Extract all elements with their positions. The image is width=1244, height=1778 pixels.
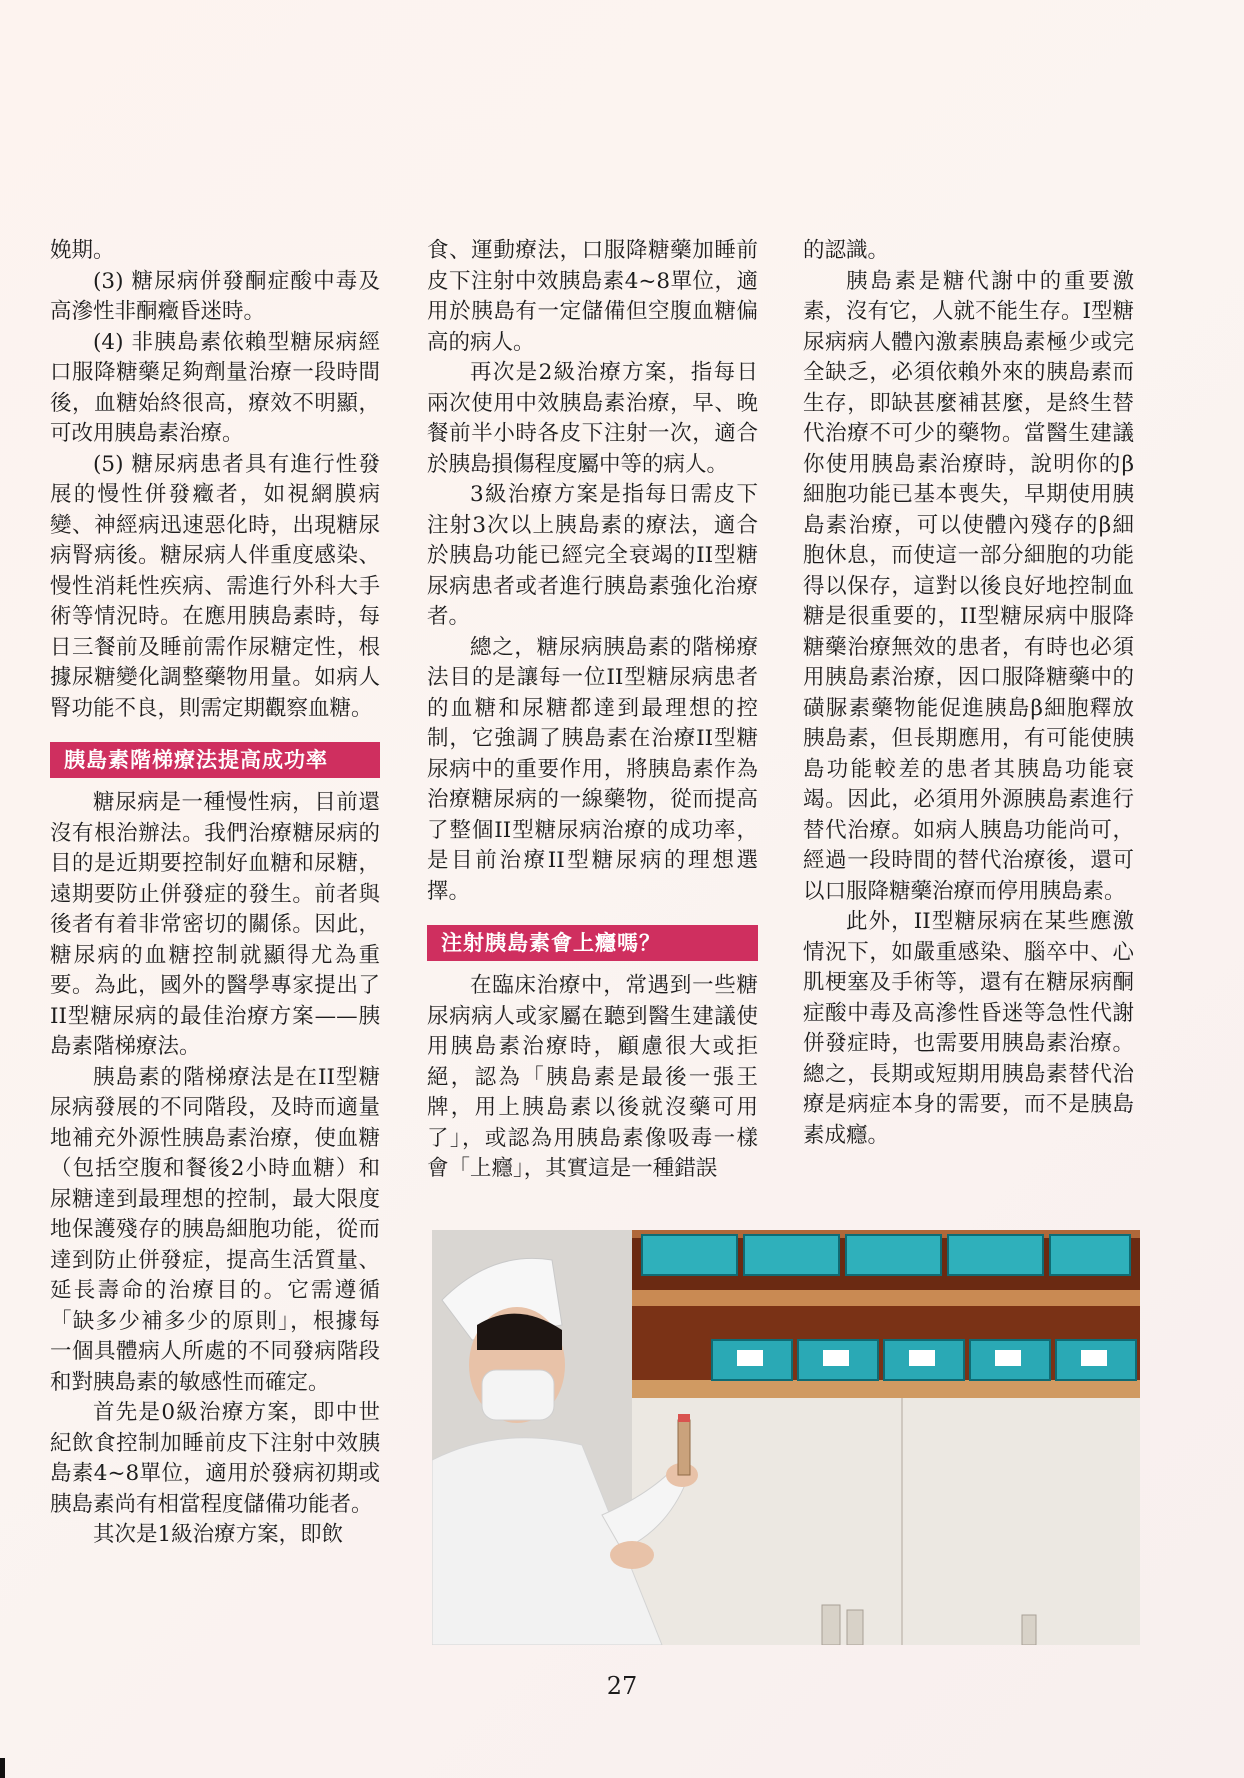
paragraph: 其次是1級治療方案，即飲 bbox=[93, 1522, 344, 1547]
article-column-2 bbox=[427, 236, 758, 1185]
article-column-3 bbox=[803, 236, 1134, 1151]
paragraph: 此外，II型糖尿病在某些應激情況下，如嚴重感染、腦卒中、心肌梗塞及手術等，還有在糖尿病酮症酸中毒及高滲性昏迷等急性代謝併發症時，也需要用胰島素治療。總之，長期或短期用胰島素替代治療是病症本身的需要，而不是胰島素成癮。 bbox=[803, 909, 1134, 1148]
paragraph: (3) 糖尿病併發酮症酸中毒及高滲性非酮癥昏迷時。 bbox=[50, 268, 380, 324]
paragraph: 娩期。 bbox=[50, 238, 115, 263]
nurse-photo bbox=[432, 1230, 1140, 1645]
section-heading: 注射胰島素會上癮嗎？ bbox=[427, 925, 758, 961]
paragraph: 胰島素是糖代謝中的重要激素，沒有它，人就不能生存。I型糖尿病病人體內激素胰島素極少或完全缺乏，必須依賴外來的胰島素而生存，即缺甚麼補甚麼，是終生替代治療不可少的藥物。當醫生建議你使用胰島素治療時，說明你的β細胞功能已基本喪失，早期使用胰島素治療，可以使體內殘存的β細胞休息，而使這一部分細胞的功能得以保存，這對以後良好地控制血糖是很重要的，II型糖尿病中服降糖藥治療無效的患者，有時也必須用胰島素治療，因口服降糖藥中的磺脲素藥物能促進胰島β細胞釋放胰島素，但長期應用，有可能使胰島功能較差的患者其胰島功能衰竭。因此，必須用外源胰島素進行替代治療。如病人胰島功能尚可，經過一段時間的替代治療後，還可以口服降糖藥治療而停用胰島素。 bbox=[803, 268, 1134, 904]
paragraph: 食、運動療法，口服降糖藥加睡前皮下注射中效胰島素4~8單位，適用於胰島有一定儲備但空腹血糖偏高的病人。 bbox=[427, 238, 758, 355]
article-column-1 bbox=[50, 236, 380, 1551]
paragraph: 首先是0級治療方案，即中世紀飲食控制加睡前皮下注射中效胰島素4~8單位，適用於發病初期或胰島素尚有相當程度儲備功能者。 bbox=[50, 1400, 380, 1517]
paragraph: 胰島素的階梯療法是在II型糖尿病發展的不同階段，及時而適量地補充外源性胰島素治療，使血糖（包括空腹和餐後2小時血糖）和尿糖達到最理想的控制，最大限度地保護殘存的胰島細胞功能，從而達到防止併發症，提高生活質量、延長壽命的治療目的。它需遵循「缺多少補多少的原則」，根據每一個具體病人所處的不同發病階段和對胰島素的敏感性而確定。 bbox=[50, 1064, 380, 1395]
section-heading: 胰島素階梯療法提高成功率 bbox=[50, 742, 380, 778]
scan-mark bbox=[0, 1758, 5, 1778]
paragraph: 在臨床治療中，常遇到一些糖尿病病人或家屬在聽到醫生建議使用胰島素治療時，顧慮很大或拒絕，認為「胰島素是最後一張王牌，用上胰島素以後就沒藥可用了」，或認為用胰島素像吸毒一樣會「上癮」，其實這是一種錯誤 bbox=[427, 973, 758, 1181]
paragraph: 總之，糖尿病胰島素的階梯療法目的是讓每一位II型糖尿病患者的血糖和尿糖都達到最理想的控制，它強調了胰島素在治療II型糖尿病中的重要作用，將胰島素作為治療糖尿病的一線藥物，從而提高了整個II型糖尿病治療的成功率，是目前治療II型糖尿病的理想選擇。 bbox=[427, 634, 758, 904]
paragraph: (4) 非胰島素依賴型糖尿病經口服降糖藥足夠劑量治療一段時間後，血糖始終很高，療效不明顯，可改用胰島素治療。 bbox=[50, 329, 380, 446]
paragraph: 再次是2級治療方案，指每日兩次使用中效胰島素治療，早、晚餐前半小時各皮下注射一次，適合於胰島損傷程度屬中等的病人。 bbox=[427, 360, 758, 477]
paragraph: (5) 糖尿病患者具有進行性發展的慢性併發癥者，如視網膜病變、神經病迅速惡化時，出現糖尿病腎病後。糖尿病人伴重度感染、慢性消耗性疾病、需進行外科大手術等情況時。在應用胰島素時，每日三餐前及睡前需作尿糖定性，根據尿糖變化調整藥物用量。如病人腎功能不良，則需定期觀察血糖。 bbox=[50, 451, 380, 721]
page-number: 27 bbox=[606, 1672, 638, 1700]
paragraph: 糖尿病是一種慢性病，目前還沒有根治辦法。我們治療糖尿病的目的是近期要控制好血糖和尿糖，遠期要防止併發症的發生。前者與後者有着非常密切的關係。因此，糖尿病的血糖控制就顯得尤為重要。為此，國外的醫學專家提出了II型糖尿病的最佳治療方案——胰島素階梯療法。 bbox=[50, 790, 380, 1059]
paragraph: 3級治療方案是指每日需皮下注射3次以上胰島素的療法，適合於胰島功能已經完全衰竭的II型糖尿病患者或者進行胰島素強化治療者。 bbox=[427, 482, 758, 629]
paragraph: 的認識。 bbox=[803, 238, 890, 263]
